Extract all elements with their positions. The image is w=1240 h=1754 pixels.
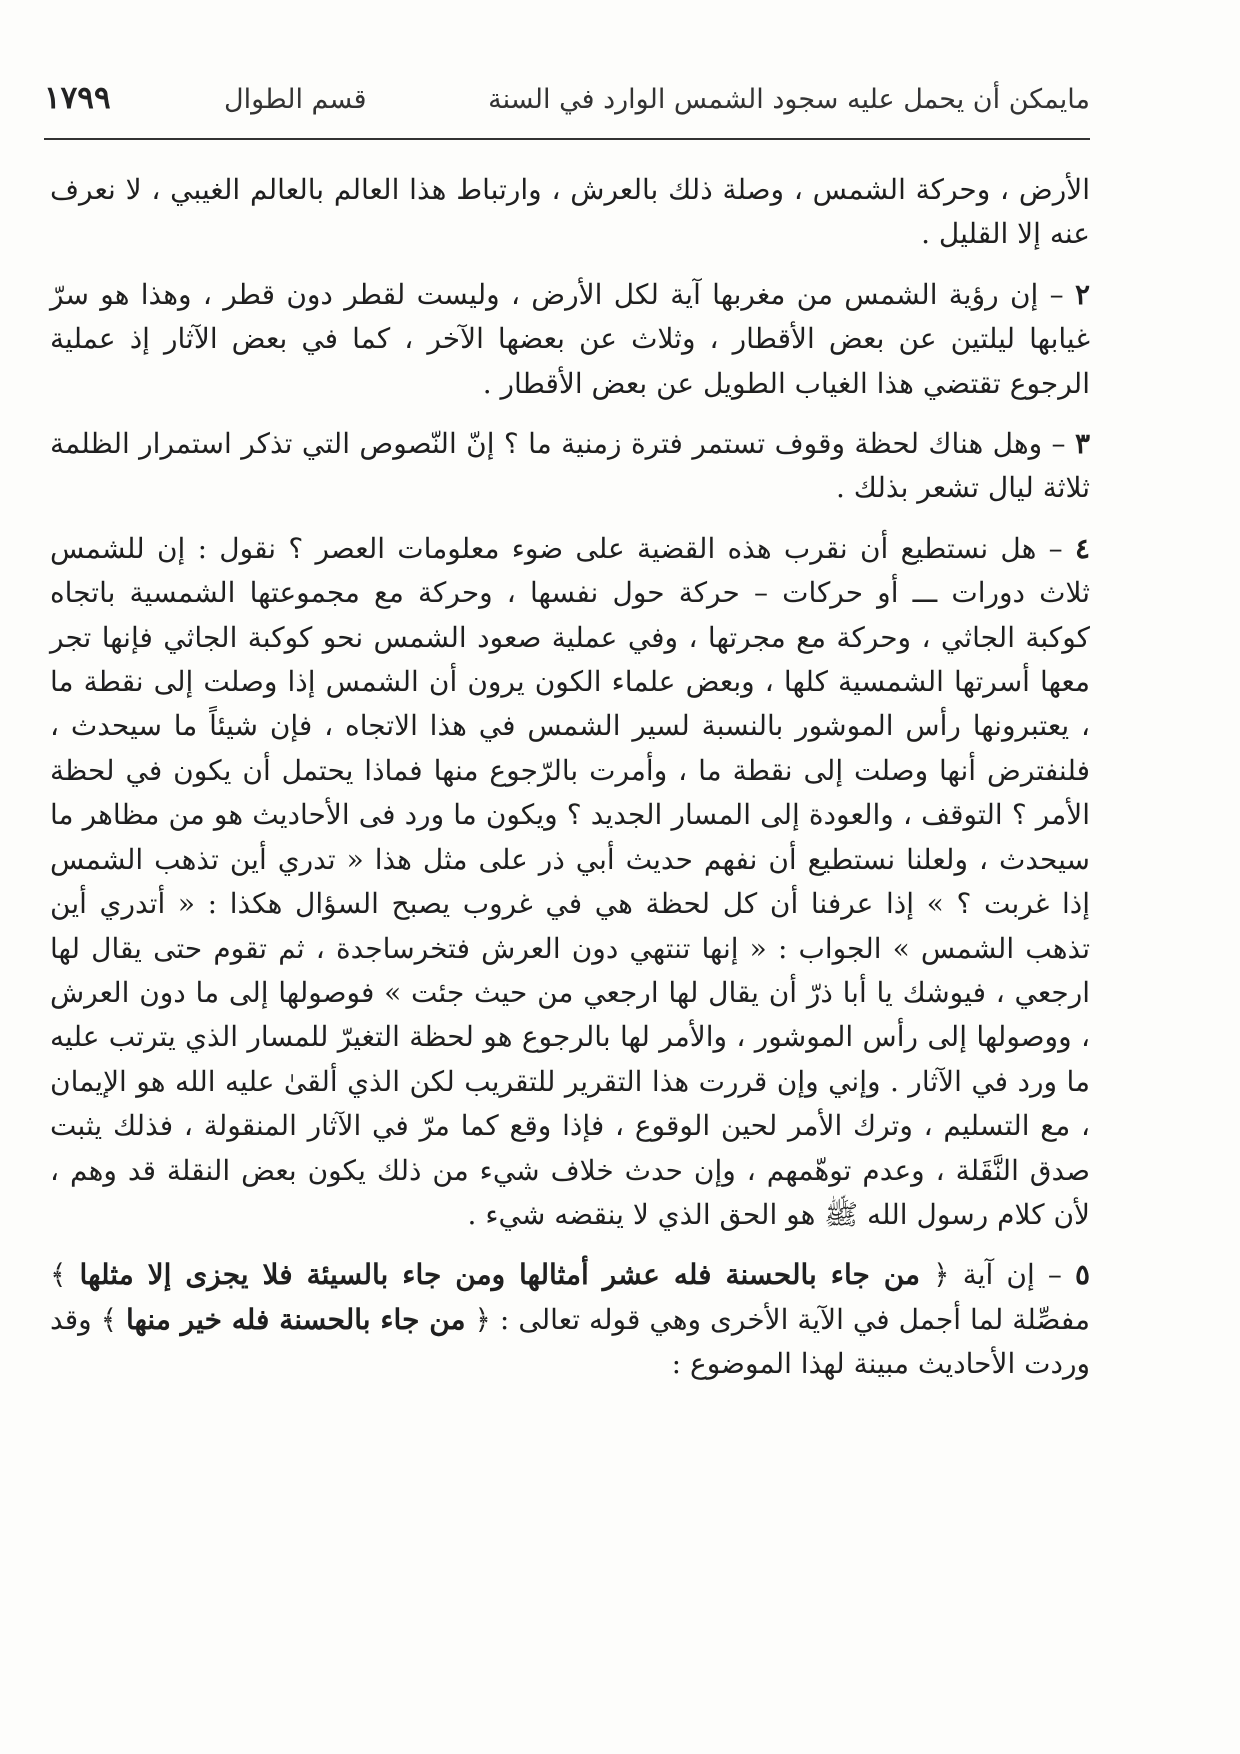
page-number: ١٧٩٩: [44, 80, 111, 116]
quran-quote: من جاء بالحسنة فله عشر أمثالها ومن جاء بالسيئة فلا يجزى إلا مثلها: [79, 1258, 921, 1292]
header-divider: [44, 138, 1090, 140]
paragraph-text: ﴾ وقد وردت الأحاديث مبينة لهذا الموضوع :: [50, 1302, 1090, 1381]
paragraph-4: [50, 527, 1090, 1238]
paragraph-2: [50, 273, 1090, 406]
paragraph-number: ٢: [1074, 277, 1090, 311]
paragraph-text: الأرض ، وحركة الشمس ، وصلة ذلك بالعرش ، وارتباط هذا العالم بالعالم الغيبي ، لا نعرف عنه إلا القليل .: [50, 173, 1090, 251]
paragraph-text: ﴾ مفصِّلة لما أجمل في الآية الأخرى وهي قوله تعالى : ﴿: [50, 1258, 1091, 1336]
paragraph-5: [50, 1253, 1090, 1386]
quran-quote: من جاء بالحسنة فله خير منها: [125, 1302, 466, 1336]
paragraph-number: ٤: [1074, 531, 1090, 565]
paragraph-continuation: [50, 168, 1090, 257]
paragraph-number: ٣: [1074, 427, 1090, 461]
section-name: قسم الطوال: [224, 84, 367, 115]
page-body: [50, 168, 1090, 1403]
paragraph-text: – هل نستطيع أن نقرب هذه القضية على ضوء معلومات العصر ؟ نقول : إن للشمس ثلاث دورات ـــ أو حركات – حركة حول نفسها ، وحركة مع مجموعتها الشمسية باتجاه كوكبة الجاثي ، وحركة مع مجرتها ، وفي عملية صعود الشمس نحو كوكبة الجاثي فإنها تجر معها أسرتها الشمسية كلها ، وبعض علماء الكون يرون أن الشمس إذا وصلت إلى نقطة ما ، يعتبرونها رأس الموشور بالنسبة لسير الشمس في هذا الاتجاه ، فإن شيئاً ما سيحدث ، فلنفترض أنها وصلت إلى نقطة ما ، وأمرت بالرّجوع منها فماذا يحتمل أن يكون في لحظة الأمر ؟ التوقف ، والعودة إلى المسار الجديد ؟ ويكون ما ورد فى الأحاديث هو من مظاهر ما سيحدث ، ولعلنا نستطيع أن نفهم حديث أبي ذر على مثل هذا « تدري أين تذهب الشمس إذا غربت ؟ » إذا عرفنا أن كل لحظة هي في غروب يصبح السؤال هكذا : « أتدري أين تذهب الشمس » الجواب : « إنها تنتهي دون العرش فتخرساجدة ، ثم تقوم حتى يقال لها ارجعي ، فيوشك يا أبا ذرّ أن يقال لها ارجعي من حيث جئت » فوصولها إلى ما دون العرش ، ووصولها إلى رأس الموشور ، والأمر لها بالرجوع هو لحظة التغيرّ للمسار الذي يترتب عليه ما ورد في الآثار . وإني وإن قررت هذا التقرير للتقريب لكن الذي ألقىٰ عليه الله هو الإيمان ، مع التسليم ، وترك الأمر لحين الوقوع ، فإذا وقع كما مرّ في الآثار المنقولة ، فذلك يثبت صدق النَّقَلة ، وعدم توهّمهم ، وإن حدث خلاف شيء من ذلك يكون بعض النقلة قد وهم ، لأن كلام رسول الله ﷺ هو الحق الذي لا ينقضه شيء .: [50, 531, 1090, 1231]
paragraph-text: – إن رؤية الشمس من مغربها آية لكل الأرض ، وليست لقطر دون قطر ، وهذا هو سرّ غيابها ليلتين عن بعض الأقطار ، وثلاث عن بعضها الآخر ، كما في بعض الآثار إذ عملية الرجوع تقتضي هذا الغياب الطويل عن بعض الأقطار .: [50, 277, 1090, 400]
paragraph-3: [50, 422, 1090, 511]
paragraph-text: – وهل هناك لحظة وقوف تستمر فترة زمنية ما ؟ إنّ النّصوص التي تذكر استمرار الظلمة ثلاثة ليال تشعر بذلك .: [50, 427, 1090, 505]
paragraph-text: – إن آية ﴿: [920, 1258, 1075, 1292]
page-header: [44, 80, 1090, 134]
running-title: مايمكن أن يحمل عليه سجود الشمس الوارد في السنة: [488, 84, 1090, 115]
paragraph-number: ٥: [1074, 1258, 1090, 1292]
